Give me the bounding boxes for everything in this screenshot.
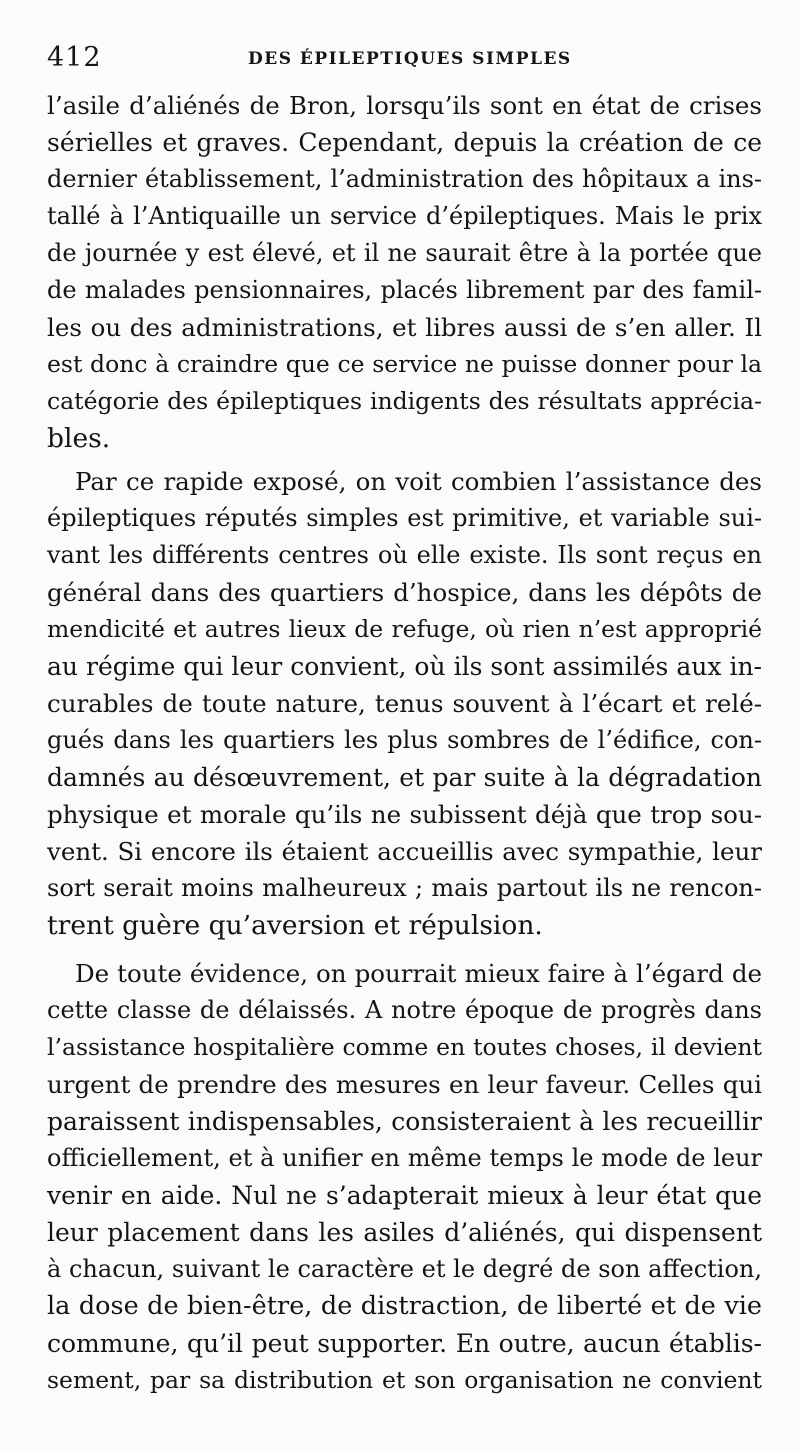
text-line: l’assistance hospitalière comme en toutes choses, il devient bbox=[47, 1033, 762, 1061]
text-line: épileptiques réputés simples est primitive, et variable sui- bbox=[47, 504, 762, 532]
text-line: sement, par sa distribution et son organisation ne convient bbox=[47, 1366, 762, 1394]
text-line: paraissent indispensables, consisteraient à les recueillir bbox=[47, 1107, 762, 1136]
text-line: trent guère qu’aversion et répulsion. bbox=[47, 910, 543, 941]
text-line: sort serait moins malheureux ; mais partout ils ne rencon- bbox=[47, 874, 762, 902]
paragraph-first-line: Par ce rapide exposé, on voit combien l’assistance des bbox=[75, 467, 762, 496]
text-line: gués dans les quartiers les plus sombres de l’édifice, con- bbox=[47, 726, 762, 754]
text-line: cette classe de délaissés. A notre époque de progrès dans bbox=[47, 996, 762, 1024]
text-line: dernier établissement, l’administration des hôpitaux a ins- bbox=[47, 165, 762, 193]
text-line: est donc à craindre que ce service ne puisse donner pour la bbox=[47, 350, 762, 378]
text-line: tallé à l’Antiquaille un service d’épileptiques. Mais le prix bbox=[47, 202, 762, 230]
text-line: officiellement, et à unifier en même temps le mode de leur bbox=[47, 1144, 762, 1172]
text-line: bles. bbox=[47, 423, 111, 454]
running-title: DES ÉPILEPTIQUES SIMPLES bbox=[248, 49, 572, 69]
text-line: vant les différents centres où elle existe. Ils sont reçus en bbox=[47, 541, 762, 569]
text-line: à chacun, suivant le caractère et le degré de son affection, bbox=[47, 1255, 762, 1283]
text-line: curables de toute nature, tenus souvent à l’écart et relé- bbox=[47, 689, 762, 718]
page-number: 412 bbox=[47, 42, 102, 73]
text-line: venir en aide. Nul ne s’adapterait mieux à leur état que bbox=[47, 1181, 762, 1210]
text-line: leur placement dans les asiles d’aliénés, qui dispensent bbox=[47, 1218, 762, 1247]
text-line: commune, qu’il peut supporter. En outre, aucun établis- bbox=[47, 1329, 762, 1358]
text-line: général dans des quartiers d’hospice, dans les dépôts de bbox=[47, 578, 762, 607]
paragraph-first-line: De toute évidence, on pourrait mieux faire à l’égard de bbox=[75, 959, 762, 988]
text-line: de malades pensionnaires, placés librement par des famil- bbox=[47, 276, 762, 304]
text-line: mendicité et autres lieux de refuge, où rien n’est approprié bbox=[47, 615, 762, 643]
text-line: physique et morale qu’ils ne subissent déjà que trop sou- bbox=[47, 800, 762, 829]
text-line: urgent de prendre des mesures en leur faveur. Celles qui bbox=[47, 1070, 762, 1099]
text-line: sérielles et graves. Cependant, depuis la création de ce bbox=[47, 128, 762, 157]
running-head bbox=[0, 42, 800, 76]
text-line: la dose de bien-être, de distraction, de liberté et de vie bbox=[47, 1291, 762, 1321]
text-line: damnés au désœuvrement, et par suite à la dégradation bbox=[47, 763, 762, 792]
text-line: les ou des administrations, et libres aussi de s’en aller. Il bbox=[47, 313, 762, 342]
text-line: l’asile d’aliénés de Bron, lorsqu’ils sont en état de crises bbox=[47, 91, 762, 120]
text-line: au régime qui leur convient, où ils sont assimilés aux in- bbox=[47, 652, 762, 681]
text-line: vent. Si encore ils étaient accueillis avec sympathie, leur bbox=[47, 837, 762, 866]
text-line: catégorie des épileptiques indigents des résultats apprécia- bbox=[47, 387, 762, 415]
text-line: de journée y est élevé, et il ne saurait être à la portée que bbox=[47, 239, 762, 267]
